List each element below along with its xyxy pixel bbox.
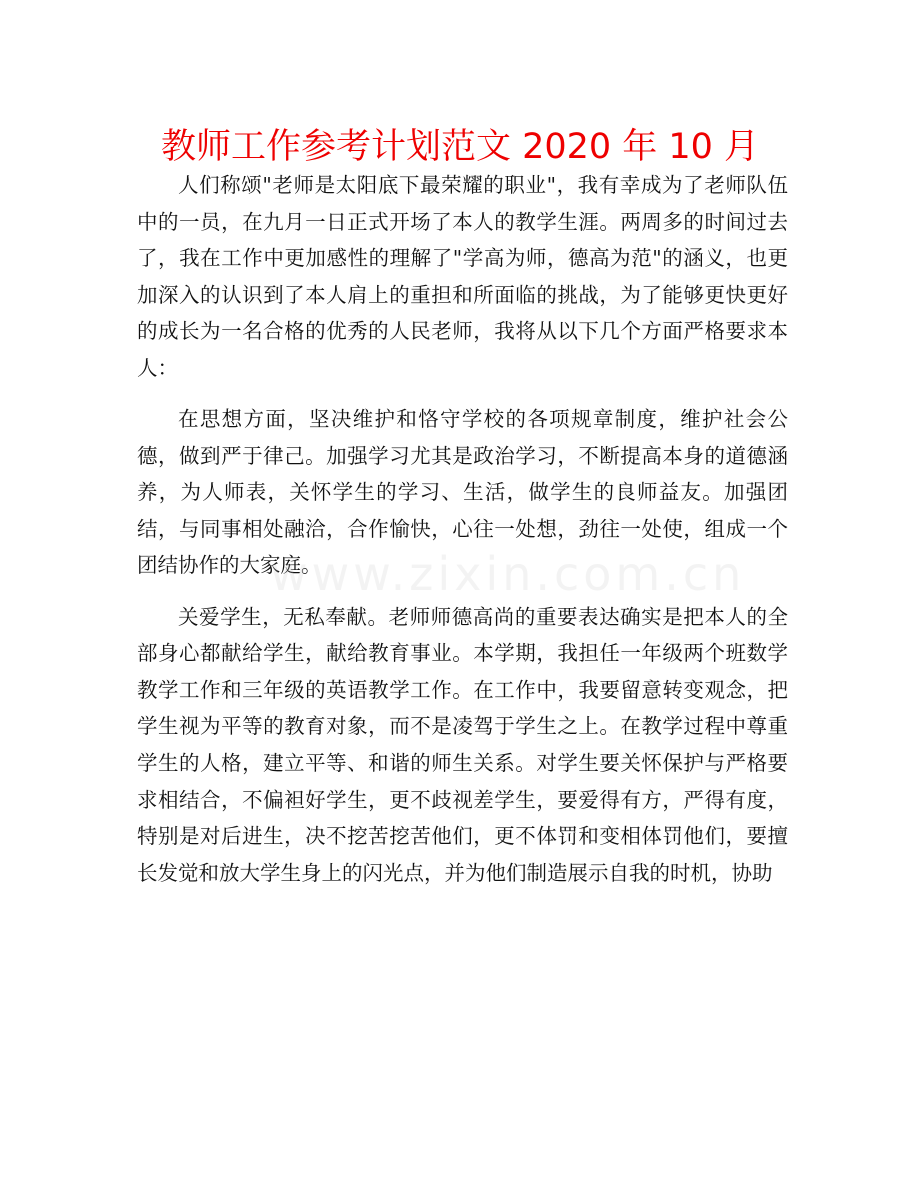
paragraph-care-for-students: 关爱学生，无私奉献。老师师德高尚的重要表达确实是把本人的全部身心都献给学生，献给教育事业。本学期，我担任一年级两个班数学教学工作和三年级的英语教学工作。在工作中，我要留意转变观念，把学生视为平等的教育对象，而不是凌驾于学生之上。在教学过程中尊重学生的人格，建立平等、和谐的师生关系。对学生要关怀保护与严格要求相结合，不偏袒好学生，更不歧视差学生，要爱得有方，严得有度，特别是对后进生，决不挖苦挖苦他们，更不体罚和变相体罚他们，要擅长发觉和放大学生身上的闪光点，并为他们制造展示自我的时机，协助 bbox=[137, 604, 788, 885]
watermark: www.zixin.com.cn bbox=[270, 547, 746, 601]
document-body bbox=[137, 167, 788, 906]
paragraph-intro: 人们称颂"老师是太阳底下最荣耀的职业"，我有幸成为了老师队伍中的一员，在九月一日正式开场了本人的教学生涯。两周多的时间过去了，我在工作中更加感性的理解了"学高为师，德高为范"的涵义，也更加深入的认识到了本人肩上的重担和所面临的挑战，为了能够更快更好的成长为一名合格的优秀的人民老师，我将从以下几个方面严格要求本人： bbox=[137, 173, 788, 380]
document-title: 教师工作参考计划范文 2020 年 10 月 bbox=[160, 127, 760, 167]
paragraph-ideology: 在思想方面，坚决维护和恪守学校的各项规章制度，维护社会公德，做到严于律己。加强学习尤其是政治学习，不断提高本身的道德涵养，为人师表，关怀学生的学习、生活，做学生的良师益友。加强团结，与同事相处融洽，合作愉快，心往一处想，劲往一处使，组成一个团结协作的大家庭。 bbox=[137, 407, 788, 578]
